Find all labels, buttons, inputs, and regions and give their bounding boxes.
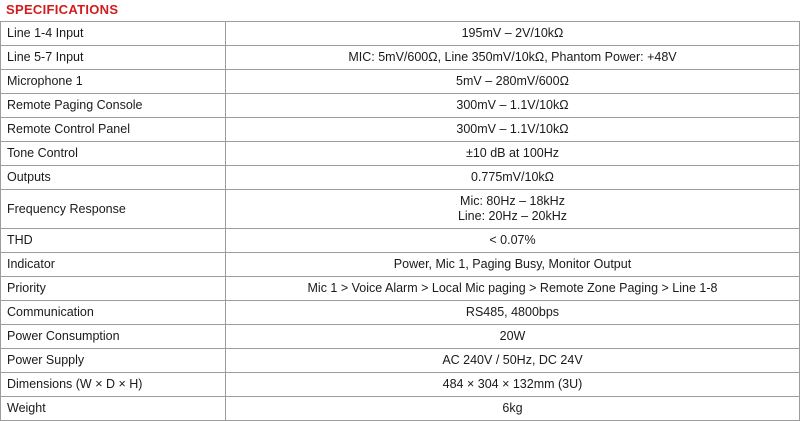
table-row [1, 397, 800, 421]
spec-label: Tone Control [1, 142, 226, 166]
specifications-table [0, 21, 800, 421]
spec-value: 5mV – 280mV/600Ω [226, 70, 800, 94]
spec-value: AC 240V / 50Hz, DC 24V [226, 349, 800, 373]
table-row [1, 277, 800, 301]
spec-value: 6kg [226, 397, 800, 421]
spec-value: 195mV – 2V/10kΩ [226, 22, 800, 46]
table-row [1, 229, 800, 253]
table-row [1, 118, 800, 142]
spec-label: Power Supply [1, 349, 226, 373]
spec-value: ±10 dB at 100Hz [226, 142, 800, 166]
table-row [1, 190, 800, 229]
table-row [1, 142, 800, 166]
table-row [1, 166, 800, 190]
spec-label: Remote Paging Console [1, 94, 226, 118]
table-row [1, 94, 800, 118]
spec-value-line-1: Mic: 80Hz – 18kHz [460, 194, 565, 208]
table-row [1, 22, 800, 46]
spec-label: Remote Control Panel [1, 118, 226, 142]
table-row [1, 253, 800, 277]
spec-label: Line 5-7 Input [1, 46, 226, 70]
spec-value: Mic 1 > Voice Alarm > Local Mic paging > Remote Zone Paging > Line 1-8 [226, 277, 800, 301]
spec-value: 0.775mV/10kΩ [226, 166, 800, 190]
table-row [1, 70, 800, 94]
spec-value: Power, Mic 1, Paging Busy, Monitor Output [226, 253, 800, 277]
spec-label: Outputs [1, 166, 226, 190]
table-row [1, 373, 800, 397]
spec-value-multiline [226, 190, 800, 229]
spec-label: Priority [1, 277, 226, 301]
spec-label: Weight [1, 397, 226, 421]
spec-value: 300mV – 1.1V/10kΩ [226, 94, 800, 118]
spec-value: < 0.07% [226, 229, 800, 253]
spec-label: Communication [1, 301, 226, 325]
table-row [1, 325, 800, 349]
spec-value: 300mV – 1.1V/10kΩ [226, 118, 800, 142]
table-row [1, 46, 800, 70]
spec-label: Power Consumption [1, 325, 226, 349]
spec-value: 20W [226, 325, 800, 349]
table-row [1, 349, 800, 373]
spec-label: THD [1, 229, 226, 253]
spec-value: MIC: 5mV/600Ω, Line 350mV/10kΩ, Phantom Power: +48V [226, 46, 800, 70]
spec-value: RS485, 4800bps [226, 301, 800, 325]
spec-value: 484 × 304 × 132mm (3U) [226, 373, 800, 397]
spec-label: Dimensions (W × D × H) [1, 373, 226, 397]
spec-label: Frequency Response [1, 190, 226, 229]
spec-label: Indicator [1, 253, 226, 277]
spec-label: Line 1-4 Input [1, 22, 226, 46]
spec-value-line-2: Line: 20Hz – 20kHz [457, 209, 568, 223]
table-row [1, 301, 800, 325]
page-title: SPECIFICATIONS [6, 2, 119, 17]
spec-label: Microphone 1 [1, 70, 226, 94]
